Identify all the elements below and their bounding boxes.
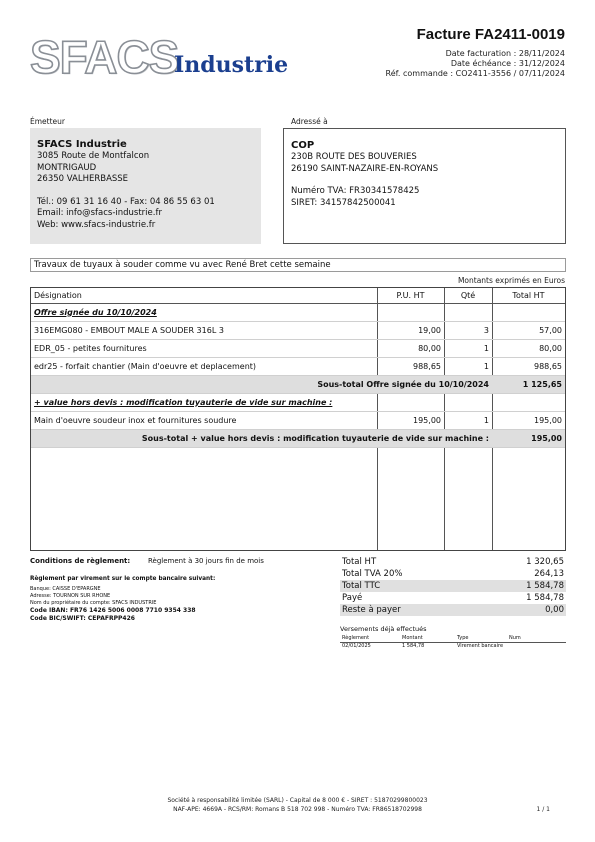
recipient-siret: SIRET: 34157842500041 [291, 197, 396, 208]
recipient-label: Adressé à [291, 117, 328, 126]
subtotal-value: 1 125,65 [492, 375, 565, 393]
emitter-label: Émetteur [30, 117, 65, 126]
pay-col-type: Type [455, 634, 507, 642]
pay-col-amount: Montant [400, 634, 455, 642]
paid-row [340, 592, 566, 604]
total-ttc-value: 1 584,78 [526, 581, 564, 591]
total-tva-value: 264,13 [534, 569, 564, 579]
pay-col-payment: Règlement [340, 634, 400, 642]
col-total: Total HT [492, 288, 565, 303]
due-date: Date échéance : 31/12/2024 [450, 59, 565, 68]
logo-subtitle: Industrie [174, 52, 289, 78]
line-quantity: 1 [444, 339, 492, 357]
pay-date: 02/01/2025 [342, 643, 371, 650]
line-designation: 316EMG080 - EMBOUT MALE A SOUDER 316L 3 [31, 321, 377, 339]
line-unit-price: 80,00 [377, 339, 444, 357]
emitter-address-1: 3085 Route de Montfalcon [37, 151, 150, 161]
table-row [31, 339, 565, 357]
col-quantity: Qté [444, 288, 492, 303]
total-ttc-row [340, 580, 566, 592]
invoice-title: Facture FA2411-0019 [416, 26, 565, 43]
section-title: Offre signée du 10/10/2024 [34, 307, 157, 317]
emitter-address-2: MONTRIGAUD [37, 162, 97, 173]
total-tva-row [340, 568, 566, 580]
account-owner: Nom du propriétaire du compte: SFACS INDUSTRIE [30, 600, 157, 606]
line-quantity: 1 [444, 357, 492, 375]
recipient-address-1: 230B ROUTE DES BOUVERIES [291, 152, 417, 162]
pay-amount: 1 584,78 [402, 643, 425, 650]
remaining-row [340, 604, 566, 616]
payments-table [340, 634, 566, 650]
footer-line-1: Société à responsabilité limitée (SARL) - Capital de 8 000 € - SIRET : 51870299800023 [167, 797, 428, 804]
total-ht-row [340, 556, 566, 568]
emitter-web: Web: www.sfacs-industrie.fr [37, 219, 156, 230]
table-row [340, 642, 566, 650]
paid-value: 1 584,78 [526, 593, 564, 603]
subtotal-row [31, 429, 565, 447]
invoice-header [386, 26, 565, 79]
paid-label: Payé [342, 593, 363, 603]
bank-address: Adresse: TOURNON SUR RHONE [30, 593, 111, 599]
total-tva-label: Total TVA 20% [342, 569, 403, 579]
conditions-label: Conditions de règlement: [30, 557, 131, 565]
total-ht-label: Total HT [342, 557, 377, 567]
payments-block [340, 624, 566, 650]
bic: Code BIC/SWIFT: CEPAFRPP426 [30, 615, 135, 622]
line-quantity: 1 [444, 411, 492, 429]
emitter-phone: Tél.: 09 61 31 16 40 - Fax: 04 86 55 63 01 [37, 196, 215, 207]
page-number: 1 / 1 [536, 806, 550, 813]
total-ttc-label: Total TTC [342, 581, 381, 591]
line-total: 80,00 [492, 339, 565, 357]
table-row [31, 321, 565, 339]
recipient-block [283, 128, 566, 244]
pay-col-num: Num [507, 634, 566, 642]
line-total: 988,65 [492, 357, 565, 375]
emitter-email: Email: info@sfacs-industrie.fr [37, 208, 162, 218]
subtotal-label: Sous-total + value hors devis : modification tuyauterie de vide sur machine : [31, 429, 492, 447]
section-title-row [31, 393, 565, 411]
line-total: 195,00 [492, 411, 565, 429]
pay-type: Virement bancaire [457, 643, 504, 650]
invoice-date: Date facturation : 28/11/2024 [445, 49, 565, 58]
emitter-block [30, 128, 261, 244]
iban: Code IBAN: FR76 1426 5006 0008 7710 9354 338 [30, 607, 196, 614]
remaining-label: Reste à payer [342, 605, 401, 615]
line-unit-price: 19,00 [377, 321, 444, 339]
col-unit-price: P.U. HT [377, 288, 444, 303]
currency-note: Montants exprimés en Euros [457, 276, 565, 285]
transfer-heading: Règlement par virement sur le compte bancaire suivant: [30, 576, 216, 582]
conditions-value: Règlement à 30 jours fin de mois [148, 557, 264, 565]
emitter-name: SFACS Industrie [37, 139, 127, 150]
payments-title: Versements déjà effectués [340, 625, 427, 633]
invoice-lines-table [30, 287, 566, 551]
line-unit-price: 195,00 [377, 411, 444, 429]
line-unit-price: 988,65 [377, 357, 444, 375]
order-reference: Réf. commande : CO2411-3556 / 07/11/2024 [385, 69, 565, 78]
table-row [31, 411, 565, 429]
recipient-vat: Numéro TVA: FR30341578425 [291, 186, 420, 196]
emitter-address-3: 26350 VALHERBASSE [37, 174, 129, 184]
section-title-row [31, 303, 565, 321]
col-designation: Désignation [31, 288, 377, 303]
bank-name: Banque: CAISSE D'EPARGNE [30, 586, 101, 592]
line-designation: EDR_05 - petites fournitures [31, 339, 377, 357]
footer-line-2: NAF-APE: 4669A - RCS/RM: Romans B 518 702 998 - Numéro TVA: FR86518702998 [173, 806, 422, 813]
recipient-name: COP [291, 140, 315, 151]
company-logo [30, 31, 290, 83]
legal-footer [0, 796, 595, 814]
subtotal-row [31, 375, 565, 393]
line-designation: Main d'oeuvre soudeur inox et fournitures soudure [31, 411, 377, 429]
recipient-address-2: 26190 SAINT-NAZAIRE-EN-ROYANS [291, 163, 439, 174]
table-row [31, 357, 565, 375]
pay-num [507, 642, 566, 650]
invoice-subject: Travaux de tuyaux à souder comme vu avec René Bret cette semaine [30, 258, 566, 272]
remaining-value: 0,00 [545, 605, 564, 615]
line-quantity: 3 [444, 321, 492, 339]
totals-block [340, 556, 566, 616]
table-header-row [31, 288, 565, 303]
line-total: 57,00 [492, 321, 565, 339]
subtotal-value: 195,00 [492, 429, 565, 447]
total-ht-value: 1 320,65 [526, 557, 564, 567]
logo-wordmark: SFACS [30, 31, 179, 83]
section-title: + value hors devis : modification tuyauterie de vide sur machine : [34, 397, 333, 407]
subtotal-label: Sous-total Offre signée du 10/10/2024 [31, 375, 492, 393]
payment-conditions [30, 557, 330, 623]
line-designation: edr25 - forfait chantier (Main d'oeuvre et deplacement) [31, 357, 377, 375]
